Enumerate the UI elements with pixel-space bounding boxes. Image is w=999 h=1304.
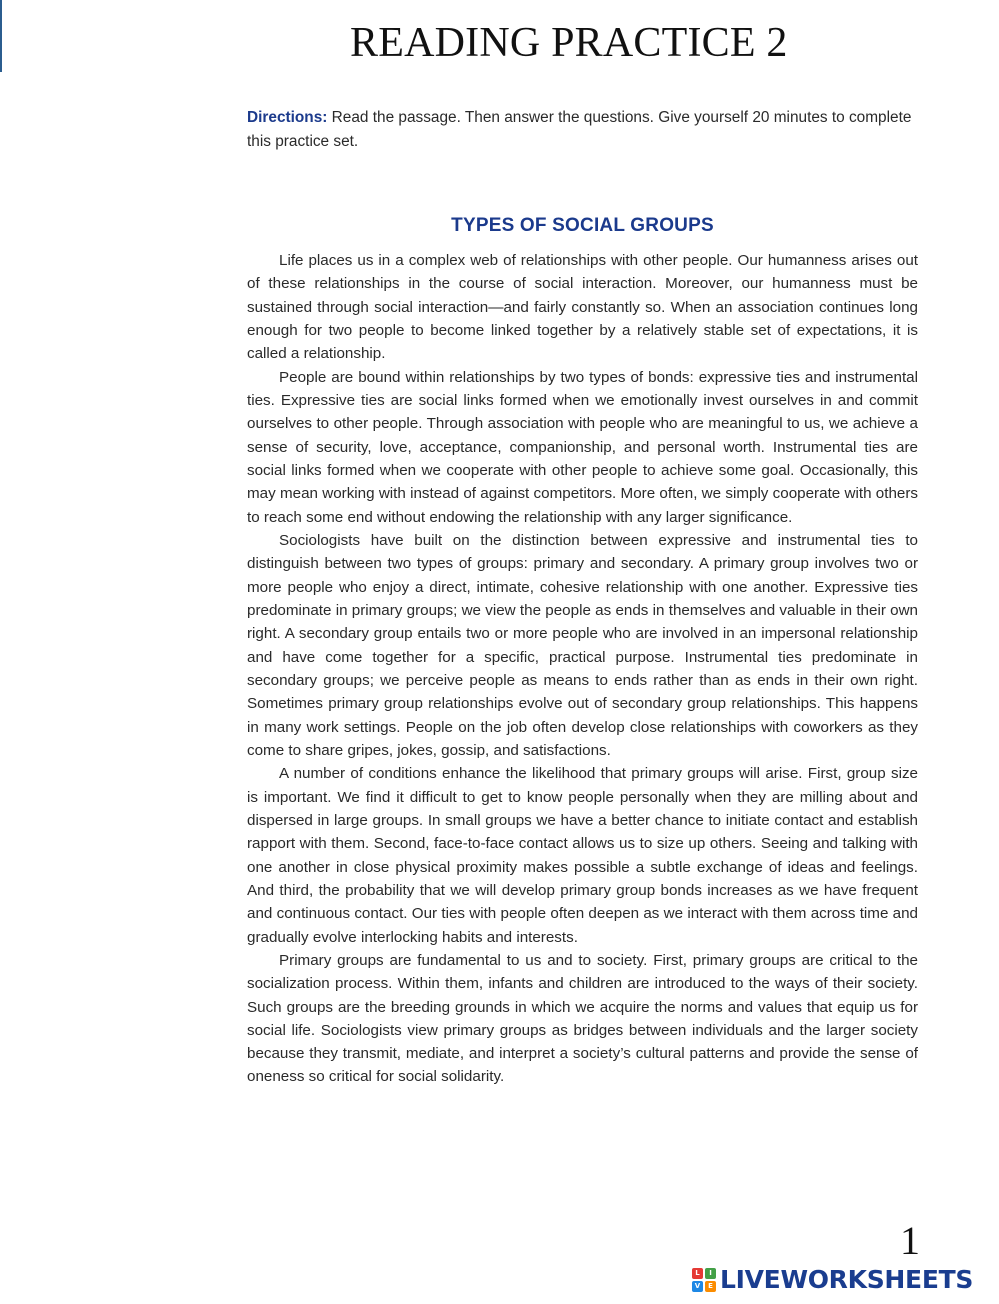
directions	[247, 106, 922, 154]
left-margin-rule	[0, 0, 2, 72]
logo-tile: E	[705, 1281, 716, 1292]
passage-paragraph: Sociologists have built on the distinction between expressive and instrumental ties to distinguish between two types of groups: primary and secondary. A primary group involves two or more people who enjoy a direct, intimate, cohesive relationship with one another. Expressive ties predominate in primary groups; we view the people as ends in themselves and valuable in their own right. A secondary group entails two or more people who are involved in an impersonal relationship and have come together for a specific, practical purpose. Instrumental ties predominate in secondary groups; we perceive people as means to ends rather than as ends in their own right. Sometimes primary group relationships evolve out of secondary group relationships. This happens in many work settings. People on the job often develop close relationships with coworkers as they come to share gripes, jokes, gossip, and satisfactions.	[247, 531, 918, 759]
directions-text: Read the passage. Then answer the questions. Give yourself 20 minutes to complete this practice set.	[247, 109, 912, 150]
brand-name: LIVEWORKSHEETS	[720, 1265, 974, 1294]
page-title: READING PRACTICE 2	[350, 20, 788, 66]
passage-heading: TYPES OF SOCIAL GROUPS	[451, 215, 714, 236]
directions-label: Directions:	[247, 109, 328, 126]
passage-paragraph: Primary groups are fundamental to us and to society. First, primary groups are critical to the socialization process. Within them, infants and children are introduced to the ways of their society. Such groups are the breeding grounds in which we acquire the norms and values that equip us for social life. Sociologists view primary groups as bridges between individuals and the larger society because they transmit, mediate, and interpret a society’s cultural patterns and provide the sense of oneness so critical for social solidarity.	[247, 951, 918, 1086]
passage-paragraph: A number of conditions enhance the likelihood that primary groups will arise. First, group size is important. We find it difficult to get to know people personally when they are milling about and dispersed in large groups. In small groups we have a better chance to initiate contact and establish rapport with them. Second, face-to-face contact allows us to size up others. Seeing and talking with one another in close physical proximity makes possible a subtle exchange of ideas and feelings. And third, the probability that we will develop primary group bonds increases as we have frequent and continuous contact. Our ties with people often deepen as we interact with them across time and gradually evolve interlocking habits and interests.	[247, 765, 918, 946]
liveworksheets-brand	[692, 1262, 973, 1298]
logo-tile: V	[692, 1281, 703, 1292]
passage-paragraph: People are bound within relationships by two types of bonds: expressive ties and instrumental ties. Expressive ties are social links formed when we emotionally invest ourselves in and commit ourselves to other people. Through association with people who are meaningful to us, we achieve a sense of security, love, acceptance, companionship, and personal worth. Instrumental ties are social links formed when we cooperate with other people to achieve some goal. Occasionally, this may mean working with instead of against competitors. More often, we simply cooperate with others to reach some end without endowing the relationship with any larger significance.	[247, 368, 918, 526]
page-number: 1	[900, 1218, 920, 1263]
logo-tile: L	[692, 1268, 703, 1279]
logo-tile: I	[705, 1268, 716, 1279]
liveworksheets-logo-icon	[692, 1268, 716, 1292]
passage-body	[247, 249, 918, 1089]
passage-paragraph: Life places us in a complex web of relationships with other people. Our humanness arises out of these relationships in the course of social interaction. Moreover, our humanness must be sustained through social interaction—and fairly constantly so. When an association continues long enough for two people to become linked together by a relatively stable set of expectations, it is called a relationship.	[247, 252, 918, 363]
